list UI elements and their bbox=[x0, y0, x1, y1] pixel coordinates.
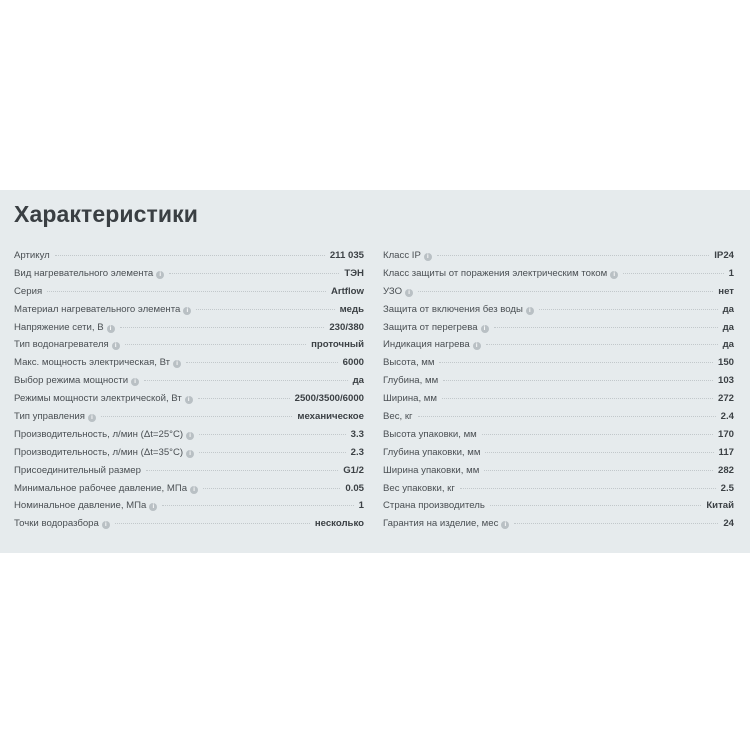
characteristics-panel bbox=[0, 190, 750, 553]
spec-row bbox=[383, 268, 734, 286]
spec-label: Минимальное рабочее давление, МПа bbox=[14, 482, 188, 494]
dotted-leader bbox=[196, 309, 334, 310]
dotted-leader bbox=[442, 398, 713, 399]
info-icon[interactable]: i bbox=[88, 414, 96, 422]
spec-row bbox=[383, 322, 734, 340]
spec-label: Серия bbox=[14, 285, 43, 297]
spec-row bbox=[383, 500, 734, 518]
info-icon[interactable]: i bbox=[186, 432, 194, 440]
dotted-leader bbox=[418, 416, 716, 417]
spec-label: Тип водонагревателя bbox=[14, 339, 109, 351]
spec-row bbox=[383, 250, 734, 268]
spec-value: да bbox=[722, 339, 734, 351]
spec-row bbox=[383, 304, 734, 322]
spec-value: 2.4 bbox=[720, 411, 734, 423]
spec-label: Высота упаковки, мм bbox=[383, 428, 477, 440]
spec-row bbox=[14, 268, 364, 286]
dotted-leader bbox=[203, 488, 340, 489]
dotted-leader bbox=[47, 291, 326, 292]
spec-row bbox=[14, 500, 364, 518]
spec-label: Напряжение сети, В bbox=[14, 321, 104, 333]
spec-label: Класс IP bbox=[383, 250, 421, 261]
spec-row bbox=[383, 518, 734, 536]
info-icon[interactable]: i bbox=[131, 378, 139, 386]
spec-label: Глубина, мм bbox=[383, 375, 439, 387]
spec-row bbox=[14, 250, 364, 268]
spec-row bbox=[14, 304, 364, 322]
spec-label: Гарантия на изделие, мес bbox=[383, 518, 499, 530]
spec-row bbox=[383, 483, 734, 501]
spec-value: проточный bbox=[311, 339, 364, 351]
spec-label: Номинальное давление, МПа bbox=[14, 500, 147, 512]
left-spec-column bbox=[14, 250, 364, 536]
spec-value: несколько bbox=[314, 518, 364, 530]
dotted-leader bbox=[55, 255, 325, 256]
info-icon[interactable]: i bbox=[481, 325, 489, 333]
spec-value: G1/2 bbox=[343, 464, 364, 476]
spec-label: Производительность, л/мин (Δt=35°C) bbox=[14, 446, 184, 458]
spec-row bbox=[14, 465, 364, 483]
info-icon[interactable]: i bbox=[156, 271, 164, 279]
info-icon[interactable]: i bbox=[102, 521, 110, 529]
spec-label: УЗО bbox=[383, 285, 403, 297]
spec-row bbox=[383, 339, 734, 357]
spec-label: Страна производитель bbox=[383, 500, 485, 512]
spec-value: да bbox=[722, 303, 734, 315]
spec-label: Ширина, мм bbox=[383, 393, 438, 405]
spec-label: Высота, мм bbox=[383, 357, 435, 369]
spec-row bbox=[14, 518, 364, 536]
info-icon[interactable]: i bbox=[501, 521, 509, 529]
spec-row bbox=[14, 483, 364, 501]
spec-value: 1 bbox=[358, 500, 364, 512]
dotted-leader bbox=[125, 344, 306, 345]
spec-row bbox=[383, 447, 734, 465]
spec-row bbox=[383, 411, 734, 429]
spec-value: 2.3 bbox=[350, 446, 364, 458]
dotted-leader bbox=[539, 309, 718, 310]
spec-label: Класс защиты от поражения электрическим током bbox=[383, 267, 608, 279]
info-icon[interactable]: i bbox=[610, 271, 618, 279]
spec-label: Присоединительный размер bbox=[14, 464, 141, 476]
right-spec-column bbox=[383, 250, 734, 536]
dotted-leader bbox=[120, 327, 325, 328]
spec-row bbox=[383, 429, 734, 447]
dotted-leader bbox=[437, 255, 709, 256]
spec-value: 272 bbox=[717, 393, 734, 405]
spec-label: Артикул bbox=[14, 250, 50, 261]
spec-label: Производительность, л/мин (Δt=25°C) bbox=[14, 428, 184, 440]
spec-label: Материал нагревательного элемента bbox=[14, 303, 181, 315]
spec-label: Точки водоразбора bbox=[14, 518, 99, 530]
spec-label: Выбор режима мощности bbox=[14, 375, 129, 387]
spec-value: 6000 bbox=[342, 357, 364, 369]
spec-row bbox=[14, 411, 364, 429]
spec-value: 170 bbox=[717, 428, 734, 440]
spec-row bbox=[383, 375, 734, 393]
dotted-leader bbox=[439, 362, 713, 363]
spec-label: Ширина упаковки, мм bbox=[383, 464, 480, 476]
spec-value: 0.05 bbox=[345, 482, 364, 494]
spec-label: Вид нагревательного элемента bbox=[14, 267, 154, 279]
dotted-leader bbox=[198, 398, 290, 399]
spec-value: 103 bbox=[717, 375, 734, 387]
spec-row bbox=[14, 447, 364, 465]
section-title: Характеристики bbox=[14, 201, 198, 227]
dotted-leader bbox=[494, 327, 718, 328]
spec-label: Вес, кг bbox=[383, 411, 413, 423]
spec-label: Глубина упаковки, мм bbox=[383, 446, 481, 458]
info-icon[interactable]: i bbox=[473, 342, 481, 350]
spec-label: Защита от включения без воды bbox=[383, 303, 523, 315]
info-icon[interactable]: i bbox=[112, 342, 120, 350]
dotted-leader bbox=[146, 470, 338, 471]
dotted-leader bbox=[486, 344, 718, 345]
info-icon[interactable]: i bbox=[526, 307, 534, 315]
spec-value: да bbox=[352, 375, 364, 387]
spec-label: Индикация нагрева bbox=[383, 339, 470, 351]
spec-value: Китай bbox=[706, 500, 734, 512]
spec-row bbox=[14, 429, 364, 447]
spec-row bbox=[383, 393, 734, 411]
info-icon[interactable]: i bbox=[190, 486, 198, 494]
spec-value: 282 bbox=[717, 464, 734, 476]
spec-row bbox=[383, 357, 734, 375]
dotted-leader bbox=[460, 488, 716, 489]
dotted-leader bbox=[514, 523, 718, 524]
spec-value: механическое bbox=[297, 411, 364, 423]
spec-label: Вес упаковки, кг bbox=[383, 482, 455, 494]
info-icon[interactable]: i bbox=[186, 450, 194, 458]
spec-label: Защита от перегрева bbox=[383, 321, 478, 333]
dotted-leader bbox=[101, 416, 292, 417]
spec-value: 2.5 bbox=[720, 482, 734, 494]
spec-row bbox=[14, 375, 364, 393]
spec-value: 3.3 bbox=[350, 428, 364, 440]
spec-row bbox=[383, 286, 734, 304]
spec-row bbox=[14, 322, 364, 340]
dotted-leader bbox=[199, 434, 346, 435]
spec-row bbox=[383, 465, 734, 483]
spec-row bbox=[14, 339, 364, 357]
info-icon[interactable]: i bbox=[424, 253, 432, 261]
dotted-leader bbox=[482, 434, 713, 435]
spec-value: 230/380 bbox=[329, 321, 364, 333]
spec-value: 211 035 bbox=[329, 250, 364, 261]
dotted-leader bbox=[418, 291, 713, 292]
info-icon[interactable]: i bbox=[405, 289, 413, 297]
dotted-leader bbox=[484, 470, 713, 471]
spec-value: IP24 bbox=[714, 250, 734, 261]
spec-label: Макс. мощность электрическая, Вт bbox=[14, 357, 171, 369]
spec-row bbox=[14, 393, 364, 411]
dotted-leader bbox=[115, 523, 310, 524]
dotted-leader bbox=[169, 273, 339, 274]
spec-value: 24 bbox=[723, 518, 734, 530]
spec-row bbox=[14, 357, 364, 375]
spec-value: 150 bbox=[717, 357, 734, 369]
info-icon[interactable]: i bbox=[173, 360, 181, 368]
spec-value: медь bbox=[339, 303, 364, 315]
spec-value: нет bbox=[718, 285, 734, 297]
dotted-leader bbox=[623, 273, 723, 274]
dotted-leader bbox=[186, 362, 338, 363]
spec-label: Тип управления bbox=[14, 411, 85, 423]
spec-value: да bbox=[722, 321, 734, 333]
spec-label: Режимы мощности электрической, Вт bbox=[14, 393, 182, 405]
spec-value: Artflow bbox=[330, 285, 364, 297]
dotted-leader bbox=[162, 505, 353, 506]
dotted-leader bbox=[443, 380, 713, 381]
dotted-leader bbox=[490, 505, 701, 506]
spec-value: 1 bbox=[728, 267, 734, 279]
info-icon[interactable]: i bbox=[185, 396, 193, 404]
info-icon[interactable]: i bbox=[183, 307, 191, 315]
dotted-leader bbox=[485, 452, 713, 453]
spec-row bbox=[14, 286, 364, 304]
spec-value: ТЭН bbox=[344, 267, 364, 279]
info-icon[interactable]: i bbox=[149, 503, 157, 511]
info-icon[interactable]: i bbox=[107, 325, 115, 333]
spec-value: 117 bbox=[718, 446, 734, 458]
dotted-leader bbox=[199, 452, 346, 453]
spec-value: 2500/3500/6000 bbox=[294, 393, 364, 405]
dotted-leader bbox=[144, 380, 347, 381]
